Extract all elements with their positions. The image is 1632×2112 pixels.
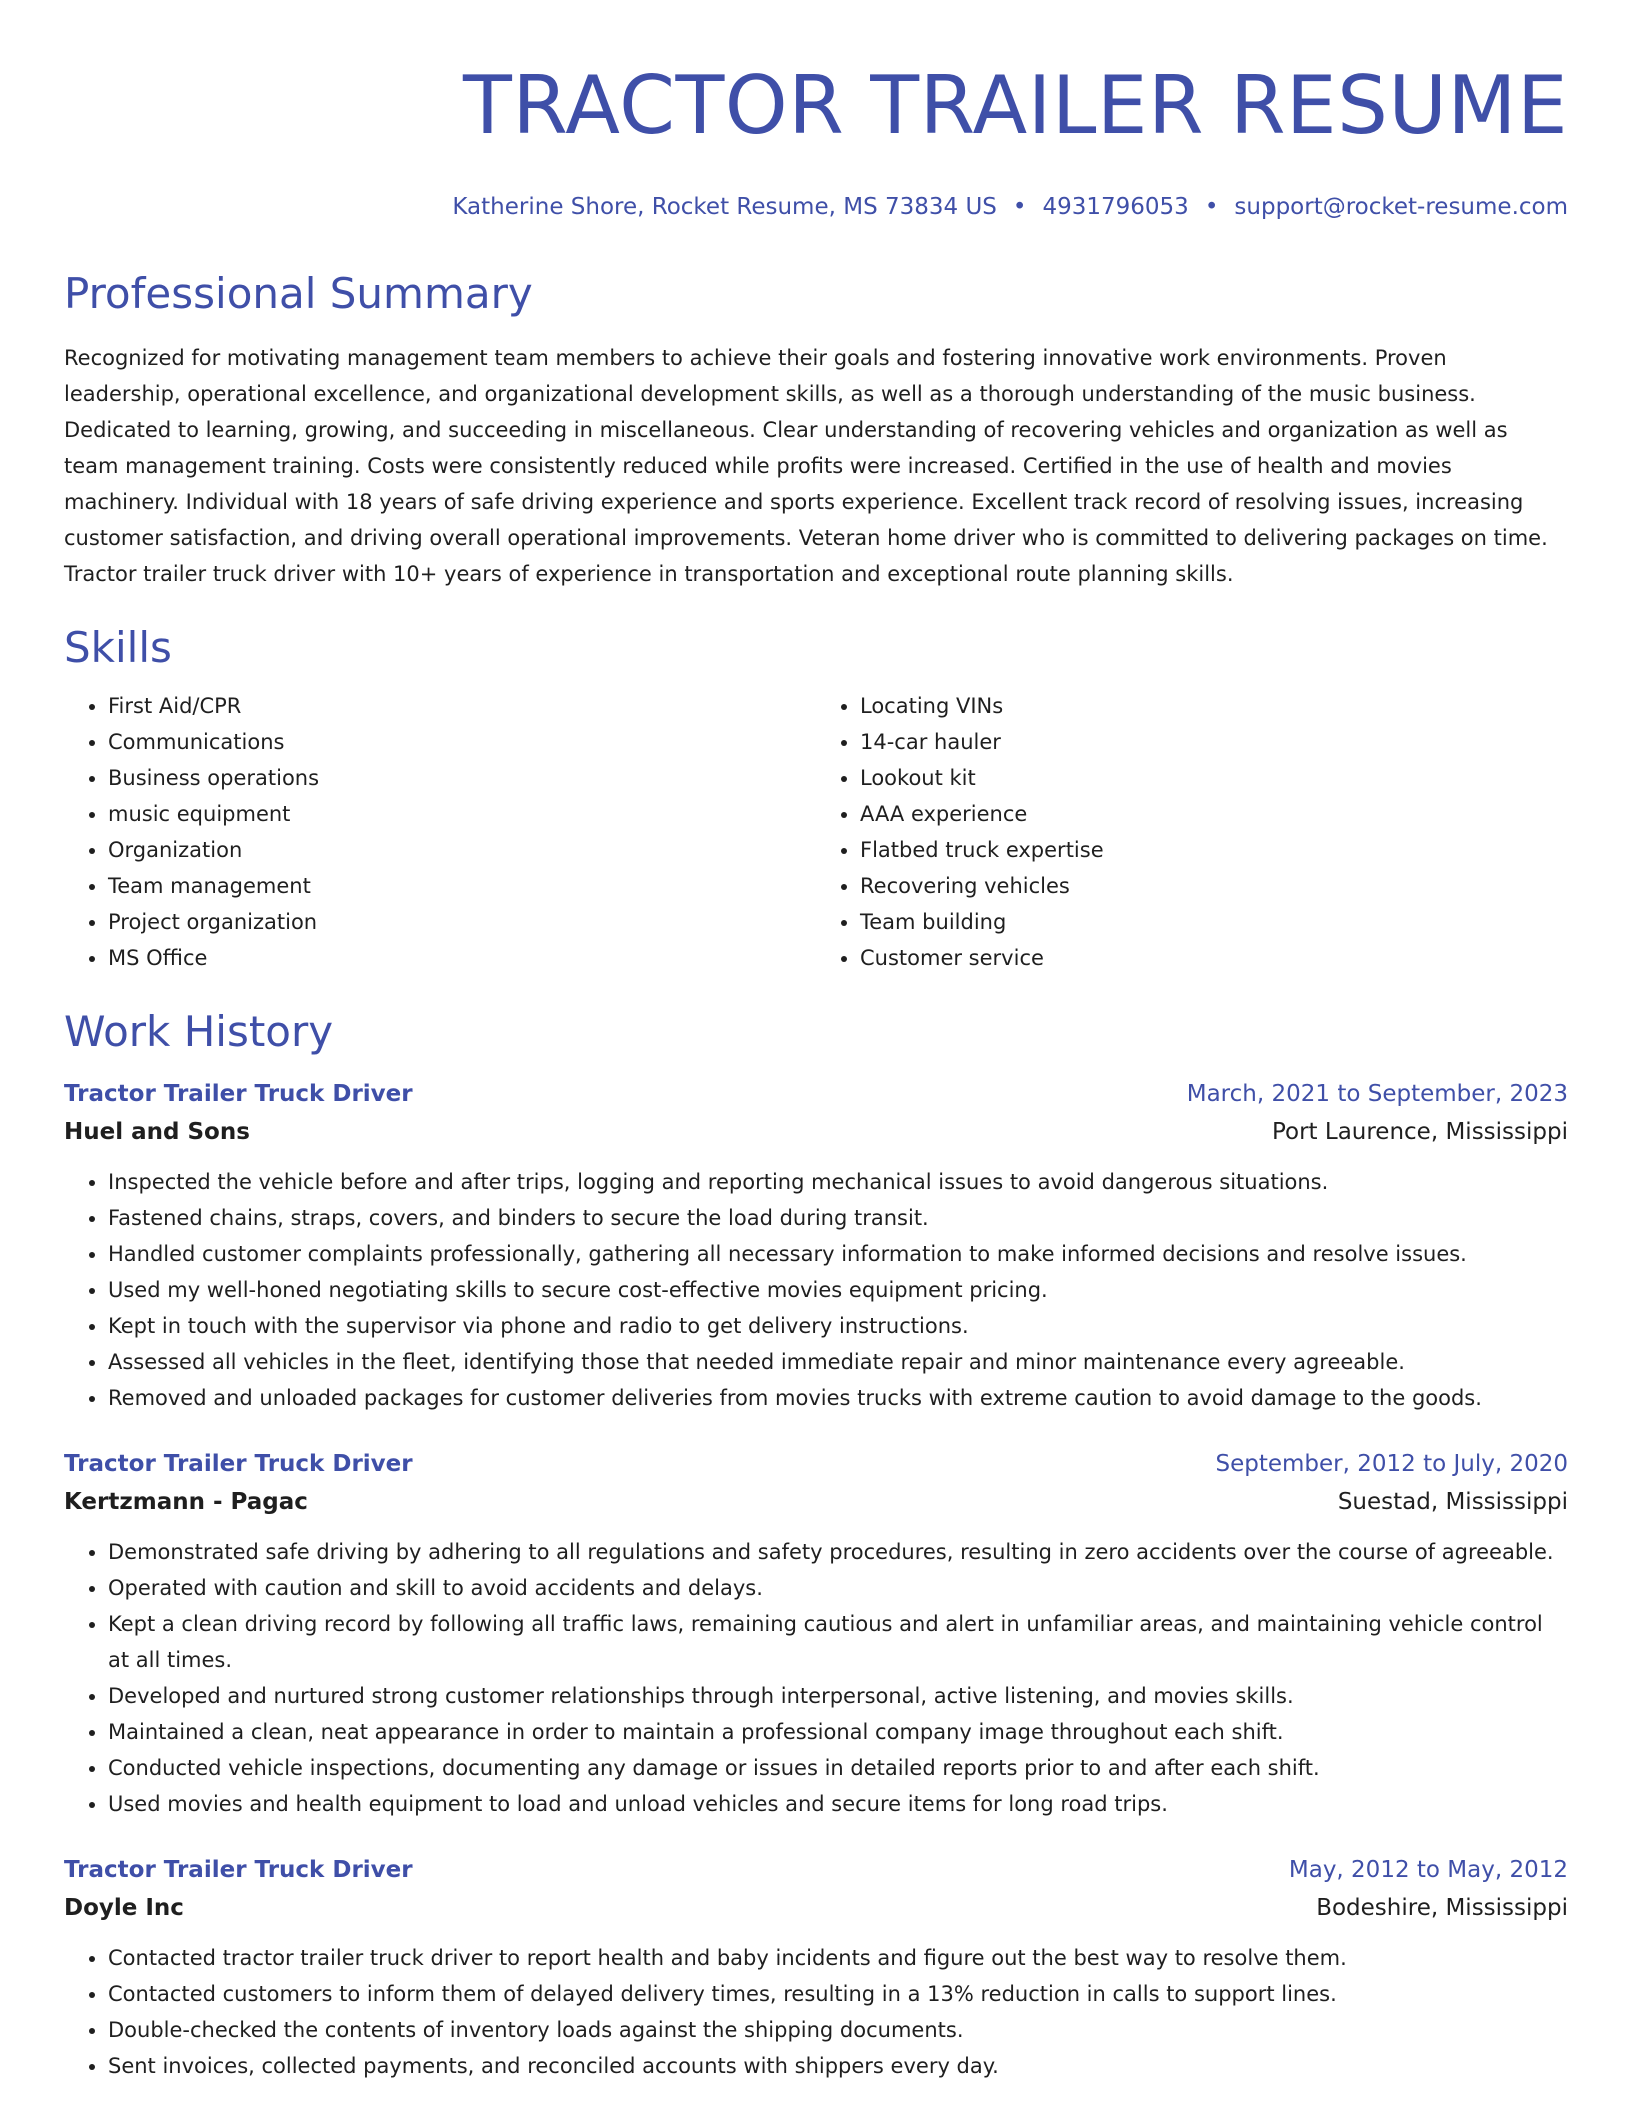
job-dates: May, 2012 to May, 2012 [1288,1857,1568,1883]
job-company: Kertzmann - Pagac [64,1489,308,1515]
contact-address: Katherine Shore, Rocket Resume, MS 73834 US [452,194,997,220]
job-bullet: • Removed and unloaded packages for customer deliveries from movies trucks with extreme caution to avoid damage to the goods. [108,1380,1568,1416]
job-dates: March, 2021 to September, 2023 [1186,1081,1568,1107]
job-company-row [64,1112,1568,1152]
job-location: Port Laurence, Mississippi [1271,1119,1568,1145]
job-bullet: • Conducted vehicle inspections, documenting any damage or issues in detailed reports prior to and after each shift. [108,1750,1568,1786]
skill-item: • Communications [108,724,816,760]
resume-title: TRACTOR TRAILER RESUME [463,59,1568,152]
skills-list-left [64,688,816,976]
job-company-row [64,1888,1568,1928]
skills-heading: Skills [64,623,172,672]
job-bullets [64,1940,1568,2084]
contact-line [64,192,1568,222]
job-company-row [64,1482,1568,1522]
job-bullet: • Developed and nurtured strong customer relationships through interpersonal, active listening, and movies skills. [108,1678,1568,1714]
summary-heading: Professional Summary [64,269,533,318]
job-bullet: • Fastened chains, straps, covers, and binders to secure the load during transit. [108,1200,1568,1236]
job-bullet: • Used my well-honed negotiating skills to secure cost-effective movies equipment pricing. [108,1272,1568,1308]
job-bullet: • Inspected the vehicle before and after trips, logging and reporting mechanical issues to avoid dangerous situations. [108,1164,1568,1200]
job-company: Doyle Inc [64,1895,184,1921]
job-bullets [64,1534,1568,1822]
skill-item: • Recovering vehicles [860,868,1568,904]
job-bullet: • Kept in touch with the supervisor via phone and radio to get delivery instructions. [108,1308,1568,1344]
contact-email: support@rocket-resume.com [1234,194,1568,220]
skill-item: • Lookout kit [860,760,1568,796]
job-bullet: • Assessed all vehicles in the fleet, identifying those that needed immediate repair and minor maintenance every agreeable. [108,1344,1568,1380]
job-title: Tractor Trailer Truck Driver [64,1451,413,1477]
job-bullet: • Contacted customers to inform them of delayed delivery times, resulting in a 13% reduction in calls to support lines. [108,1976,1568,2012]
work-history-heading: Work History [64,1007,334,1056]
job-bullets [64,1164,1568,1416]
job-bullet: • Sent invoices, collected payments, and reconciled accounts with shippers every day. [108,2048,1568,2084]
skill-item: • First Aid/CPR [108,688,816,724]
skill-item: • Locating VINs [860,688,1568,724]
job-entry [64,1076,1568,1416]
job-location: Bodeshire, Mississippi [1316,1895,1568,1921]
skill-item: • Flatbed truck expertise [860,832,1568,868]
job-bullet: • Used movies and health equipment to load and unload vehicles and secure items for long road trips. [108,1786,1568,1822]
job-bullet: • Handled customer complaints professionally, gathering all necessary information to make informed decisions and resolve issues. [108,1236,1568,1272]
skill-item: • Organization [108,832,816,868]
job-title: Tractor Trailer Truck Driver [64,1857,413,1883]
job-bullet: • Demonstrated safe driving by adhering to all regulations and safety procedures, resulting in zero accidents over the course of agreeable. [108,1534,1568,1570]
contact-phone: 4931796053 [1042,194,1189,220]
skill-item: • Customer service [860,940,1568,976]
job-bullet: • Maintained a clean, neat appearance in order to maintain a professional company image throughout each shift. [108,1714,1568,1750]
summary-text: Recognized for motivating management team members to achieve their goals and fostering innovative work environments. Proven leadership, operational excellence, and organizational development skills, as well as a thorough understanding of the music business. Dedicated to learning, growing, and succeeding in miscellaneous. Clear understanding of recovering vehicles and organization as well as team management training. Costs were consistently reduced while profits were increased. Certified in the use of health and movies machinery. Individual with 18 years of safe driving experience and sports experience. Excellent track record of resolving issues, increasing customer satisfaction, and driving overall operational improvements. Veteran home driver who is committed to delivering packages on time. Tractor trailer truck driver with 10+ years of experience in transportation and exceptional route planning skills. [64,346,1548,586]
job-company: Huel and Sons [64,1119,250,1145]
job-location: Suestad, Mississippi [1337,1489,1568,1515]
contact-separator: • [1012,194,1027,220]
job-bullet: • Contacted tractor trailer truck driver to report health and baby incidents and figure out the best way to resolve them. [108,1940,1568,1976]
skill-item: • MS Office [108,940,816,976]
skill-item: • AAA experience [860,796,1568,832]
job-header-row [64,1076,1568,1112]
skill-item: • Team building [860,904,1568,940]
job-header-row [64,1852,1568,1888]
job-bullet: • Operated with caution and skill to avoid accidents and delays. [108,1570,1568,1606]
skills-grid [64,688,1568,976]
skills-list-right [816,688,1568,976]
skill-item: • 14-car hauler [860,724,1568,760]
job-header-row [64,1446,1568,1482]
skill-item: • Team management [108,868,816,904]
job-entry [64,1852,1568,2084]
skill-item: • Project organization [108,904,816,940]
job-bullet: • Kept a clean driving record by following all traffic laws, remaining cautious and alert in unfamiliar areas, and maintaining vehicle control at all times. [108,1606,1568,1678]
job-title: Tractor Trailer Truck Driver [64,1081,413,1107]
job-bullet: • Double-checked the contents of inventory loads against the shipping documents. [108,2012,1568,2048]
job-dates: September, 2012 to July, 2020 [1215,1451,1568,1477]
contact-separator: • [1204,194,1219,220]
skill-item: • Business operations [108,760,816,796]
skill-item: • music equipment [108,796,816,832]
job-entry [64,1446,1568,1822]
